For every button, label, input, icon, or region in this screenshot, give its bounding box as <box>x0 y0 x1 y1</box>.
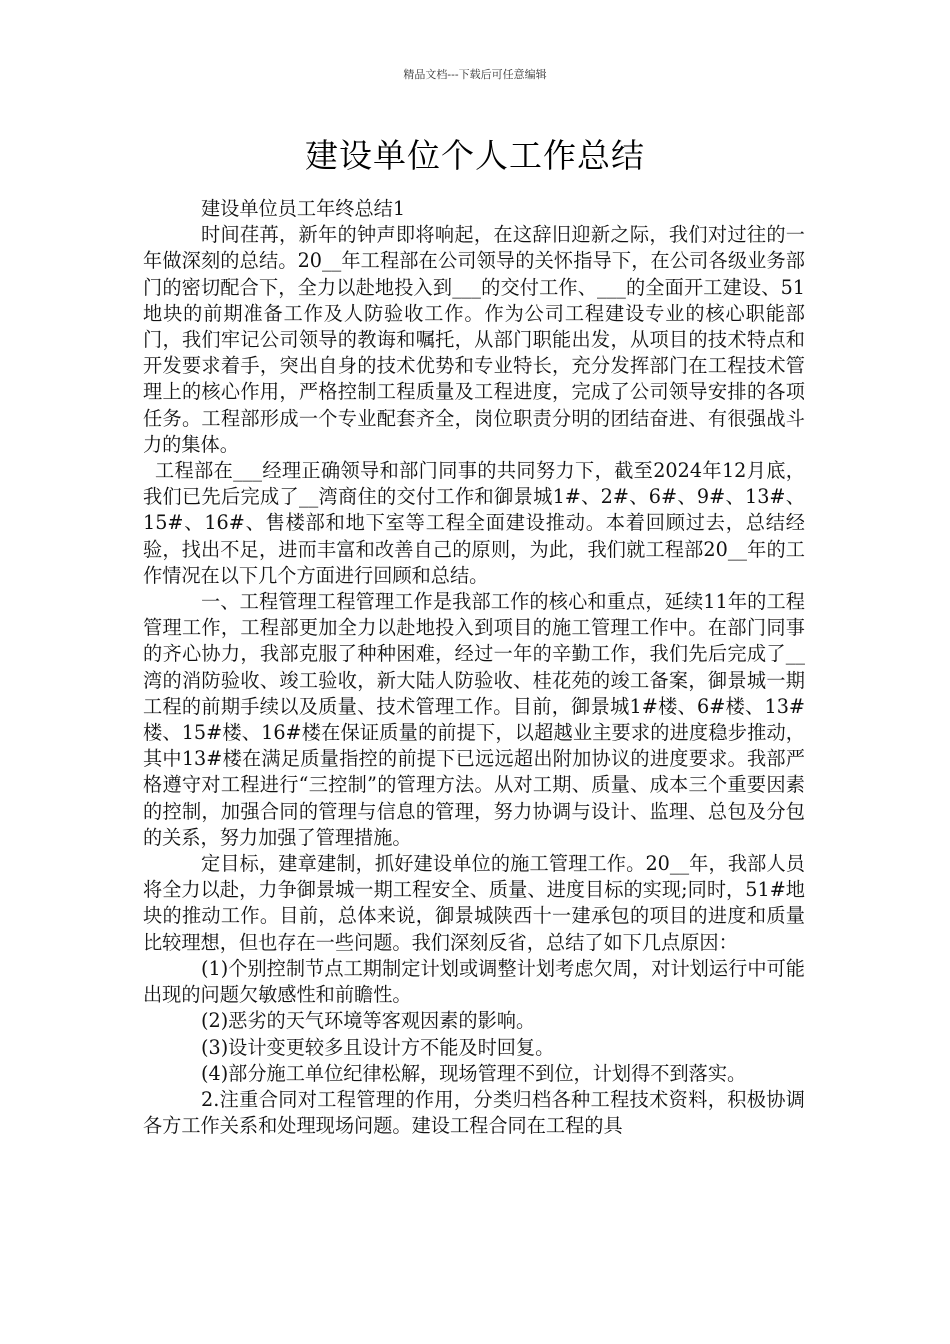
document-body <box>143 196 805 1139</box>
paragraph: 2.注重合同对工程管理的作用，分类归档各种工程技术资料，积极协调各方工作关系和处理现场问题。建设工程合同在工程的具 <box>143 1087 805 1138</box>
paragraph: 建设单位员工年终总结1 <box>201 197 406 220</box>
paragraph: 工程部在___经理正确领导和部门同事的共同努力下，截至2024年12月底，我们已先后完成了__湾商住的交付工作和御景城1#、2#、6#、9#、13#、15#、16#、售楼部和地下室等工程全面建设推动。本着回顾过去，总结经验，找出不足，进而丰富和改善自己的原则，为此，我们就工程部20__年的工作情况在以下几个方面进行回顾和总结。 <box>143 459 805 587</box>
paragraph: 一、工程管理工程管理工作是我部工作的核心和重点，延续11年的工程管理工作，工程部更加全力以赴地投入到项目的施工管理工作中。在部门同事的齐心协力，我部克服了种种困难，经过一年的辛勤工作，我们先后完成了__湾的消防验收、竣工验收，新大陆人防验收、桂花苑的竣工备案，御景城一期工程的前期手续以及质量、技术管理工作。目前，御景城1#楼、6#楼、13#楼、15#楼、16#楼在保证质量的前提下，以超越业主要求的进度稳步推动，其中13#楼在满足质量指控的前提下已远远超出附加协议的进度要求。我部严格遵守对工程进行“三控制”的管理方法。从对工期、质量、成本三个重要因素的控制，加强合同的管理与信息的管理，努力协调与设计、监理、总包及分包的关系，努力加强了管理措施。 <box>143 590 805 849</box>
paragraph: (4)部分施工单位纪律松解，现场管理不到位，计划得不到落实。 <box>201 1061 747 1085</box>
paragraph: 定目标，建章建制，抓好建设单位的施工管理工作。20__年，我部人员将全力以赴，力争御景城一期工程安全、质量、进度目标的实现;同时，51#地块的推动工作。目前，总体来说，御景城陕西十一建承包的项目的进度和质量比较理想，但也存在一些问题。我们深刻反省，总结了如下几点原因： <box>143 852 805 954</box>
paragraph: (1)个别控制节点工期制定计划或调整计划考虑欠周，对计划运行中可能出现的问题欠敏感性和前瞻性。 <box>143 956 805 1007</box>
paragraph: (2)恶劣的天气环境等客观因素的影响。 <box>201 1009 536 1033</box>
paragraph: (3)设计变更较多且设计方不能及时回复。 <box>201 1035 555 1059</box>
document-title: 建设单位个人工作总结 <box>305 136 645 175</box>
paragraph: 时间荏苒，新年的钟声即将响起，在这辞旧迎新之际，我们对过往的一年做深刻的总结。20__年工程部在公司领导的关怀指导下，在公司各级业务部门的密切配合下，全力以赴地投入到___的交付工作、___的全面开工建设、51地块的前期准备工作及人防验收工作。作为公司工程建设专业的核心职能部门，我们牢记公司领导的教诲和嘱托，从部门职能出发，从项目的技术特点和开发要求着手，突出自身的技术优势和专业特长，充分发挥部门在工程技术管理上的核心作用，严格控制工程质量及工程进度，完成了公司领导安排的各项任务。工程部形成一个专业配套齐全，岗位职责分明的团结奋进、有很强战斗力的集体。 <box>143 223 805 456</box>
page-header: 精品文档---下载后可任意编辑 <box>403 68 547 81</box>
